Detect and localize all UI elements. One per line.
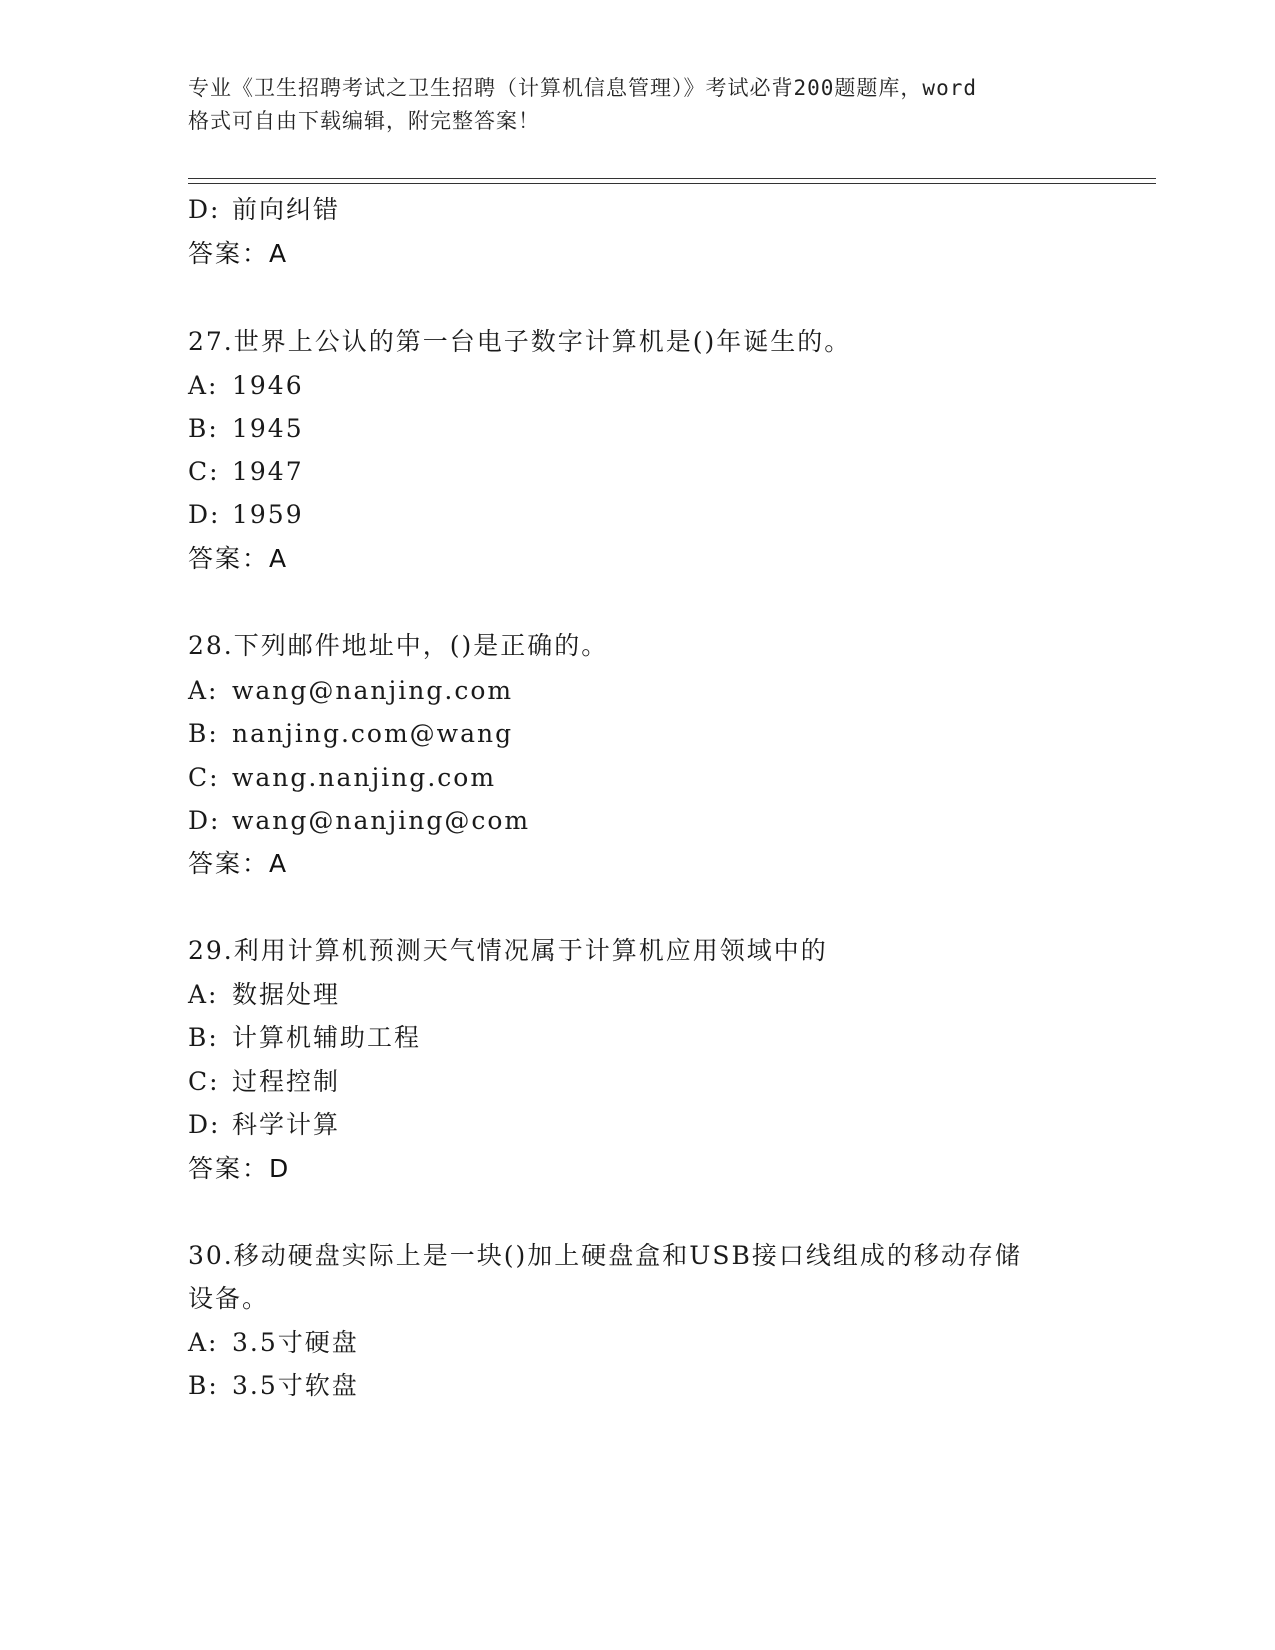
answer-line: 答案：A (188, 544, 289, 573)
option-a (188, 1327, 359, 1359)
question-stem: 29.利用计算机预测天气情况属于计算机应用领域中的 (188, 936, 828, 965)
answer-line: 答案：D (188, 1154, 291, 1183)
option-text: 科学计算 (232, 1110, 341, 1139)
option-label: B: (188, 414, 219, 443)
option-d (188, 194, 340, 226)
header-line-1: 专业《卫生招聘考试之卫生招聘（计算机信息管理）》考试必背200题题库，word (188, 76, 977, 100)
option-label: B: (188, 1371, 219, 1400)
option-c (188, 762, 496, 794)
question-stem-continued: 设备。 (188, 1284, 270, 1313)
option-text: 1959 (232, 500, 304, 529)
option-label: A: (188, 371, 219, 400)
option-text: 3.5寸软盘 (232, 1371, 359, 1400)
option-text: nanjing.com@wang (232, 719, 514, 748)
header-line-2: 格式可自由下载编辑，附完整答案！ (188, 109, 540, 133)
option-b (188, 413, 304, 445)
header-divider-bottom (188, 183, 1156, 184)
option-text: 1947 (232, 457, 304, 486)
option-label: B: (188, 1023, 219, 1052)
option-d (188, 1109, 340, 1141)
option-text: 前向纠错 (232, 195, 341, 224)
option-label: D: (188, 195, 221, 224)
option-text: 过程控制 (232, 1067, 341, 1096)
option-b (188, 1370, 359, 1402)
option-a (188, 979, 340, 1011)
document-header (188, 72, 1088, 138)
option-label: C: (188, 1067, 220, 1096)
option-b (188, 1022, 421, 1054)
option-label: C: (188, 763, 220, 792)
option-label: A: (188, 980, 219, 1009)
option-label: D: (188, 806, 221, 835)
option-text: wang@nanjing@com (232, 806, 531, 835)
option-label: A: (188, 1328, 219, 1357)
option-label: A: (188, 676, 219, 705)
option-label: C: (188, 457, 220, 486)
option-d (188, 805, 530, 837)
option-text: wang.nanjing.com (232, 763, 497, 792)
question-stem: 27.世界上公认的第一台电子数字计算机是()年诞生的。 (188, 327, 852, 356)
option-label: B: (188, 719, 219, 748)
option-a (188, 370, 304, 402)
answer-line: 答案：A (188, 239, 289, 268)
option-label: D: (188, 1110, 221, 1139)
option-text: 1945 (232, 414, 304, 443)
option-text: wang@nanjing.com (232, 676, 514, 705)
option-text: 数据处理 (232, 980, 341, 1009)
question-stem: 30.移动硬盘实际上是一块()加上硬盘盒和USB接口线组成的移动存储 (188, 1241, 1022, 1270)
option-b (188, 718, 513, 750)
option-text: 计算机辅助工程 (232, 1023, 422, 1052)
option-text: 1946 (232, 371, 304, 400)
option-c (188, 1066, 340, 1098)
option-text: 3.5寸硬盘 (232, 1328, 359, 1357)
option-c (188, 456, 304, 488)
option-a (188, 675, 513, 707)
option-d (188, 499, 304, 531)
option-label: D: (188, 500, 221, 529)
question-stem: 28.下列邮件地址中，()是正确的。 (188, 631, 609, 660)
answer-line: 答案：A (188, 849, 289, 878)
header-divider-top (188, 178, 1156, 179)
